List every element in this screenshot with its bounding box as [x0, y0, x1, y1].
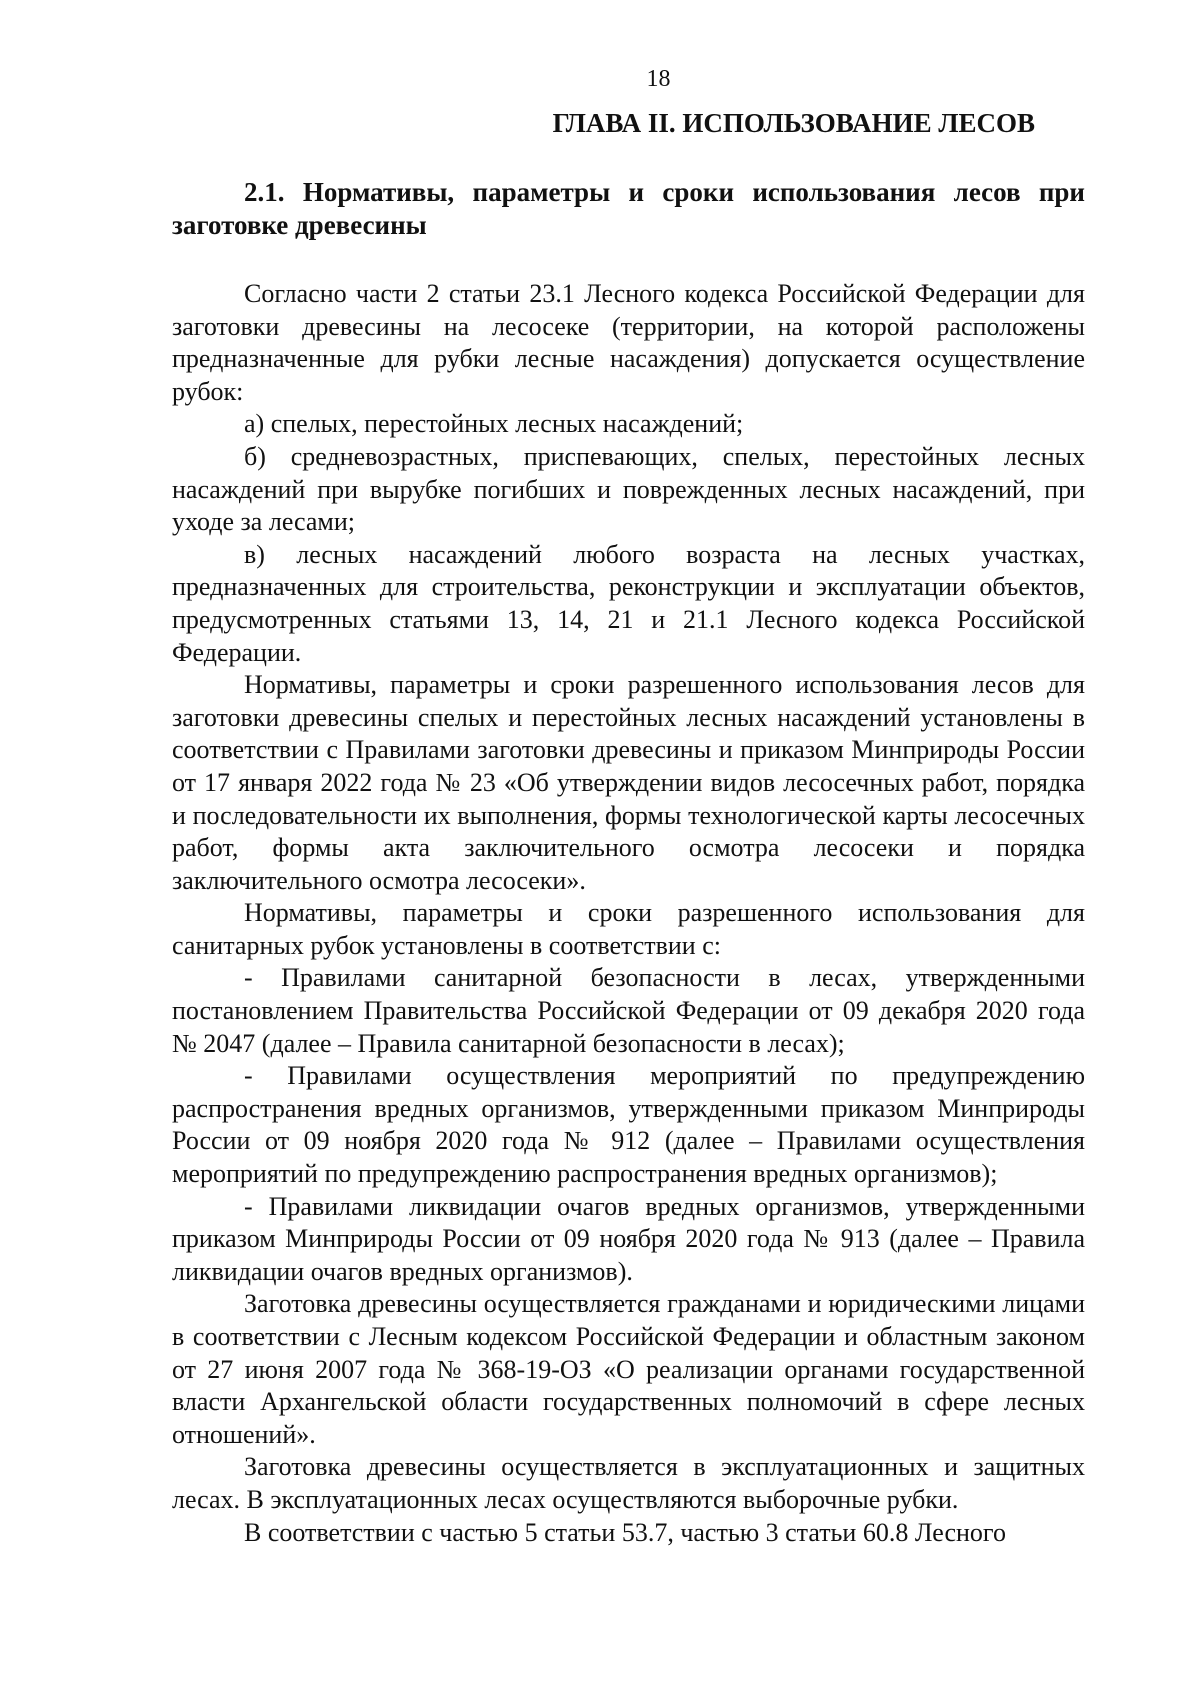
paragraph: В соответствии с частью 5 статьи 53.7, частью 3 статьи 60.8 Лесного — [244, 1517, 1006, 1547]
paragraph: Нормативы, параметры и сроки разрешенного использования для санитарных рубок установлены в соответствии с: — [172, 898, 1085, 960]
paragraph: Заготовка древесины осуществляется в эксплуатационных и защитных лесах. В эксплуатационных лесах осуществляются выборочные рубки. — [172, 1452, 1085, 1514]
page-number: 18 — [646, 66, 671, 92]
list-item: б) средневозрастных, приспевающих, спелых, перестойных лесных насаждений при вырубке погибших и поврежденных лесных насаждений, при уходе за лесами; — [172, 441, 1085, 537]
list-item: в) лесных насаждений любого возраста на лесных участках, предназначенных для строительства, реконструкции и эксплуатации объектов, предусмотренных статьями 13, 14, 21 и 21.1 Лесного кодекса Российской Федерации. — [172, 539, 1085, 667]
paragraph: Нормативы, параметры и сроки разрешенного использования лесов для заготовки древесины спелых и перестойных лесных насаждений установлены в соответствии с Правилами заготовки древесины и приказом Минприроды России от 17 января 2022 года № 23 «Об утверждении видов лесосечных работ, порядка и последовательности их выполнения, формы технологической карты лесосечных работ, формы акта заключительного осмотра лесосеки и порядка заключительного осмотра лесосеки». — [172, 670, 1085, 895]
paragraph: Заготовка древесины осуществляется гражданами и юридическими лицами в соответствии с Лесным кодексом Российской Федерации и областным законом от 27 июня 2007 года № 368-19-ОЗ «О реализации органами государственной власти Архангельской области государственных полномочий в сфере лесных отношений». — [172, 1289, 1085, 1449]
paragraph: Согласно части 2 статьи 23.1 Лесного кодекса Российской Федерации для заготовки древесины на лесосеке (территории, на которой расположены предназначенные для рубки лесные насаждения) допускается осуществление рубок: — [172, 279, 1085, 406]
list-item: - Правилами ликвидации очагов вредных организмов, утвержденными приказом Минприроды России от 09 ноября 2020 года № 913 (далее – Правила ликвидации очагов вредных организмов). — [172, 1191, 1085, 1286]
section-title: 2.1. Нормативы, параметры и сроки использования лесов при заготовке древесины — [172, 177, 1085, 240]
list-item: - Правилами осуществления мероприятий по предупреждению распространения вредных организмов, утвержденными приказом Минприроды России от 09 ноября 2020 года № 912 (далее – Правилами осуществления мероприятий по предупреждению распространения вредных организмов); — [172, 1061, 1085, 1189]
list-item: а) спелых, перестойных лесных насаждений; — [244, 409, 744, 439]
chapter-title: ГЛАВА II. ИСПОЛЬЗОВАНИЕ ЛЕСОВ — [552, 108, 1035, 138]
list-item: - Правилами санитарной безопасности в лесах, утвержденными постановлением Правительства Российской Федерации от 09 декабря 2020 года № 2047 (далее – Правила санитарной безопасности в лесах); — [172, 963, 1085, 1058]
